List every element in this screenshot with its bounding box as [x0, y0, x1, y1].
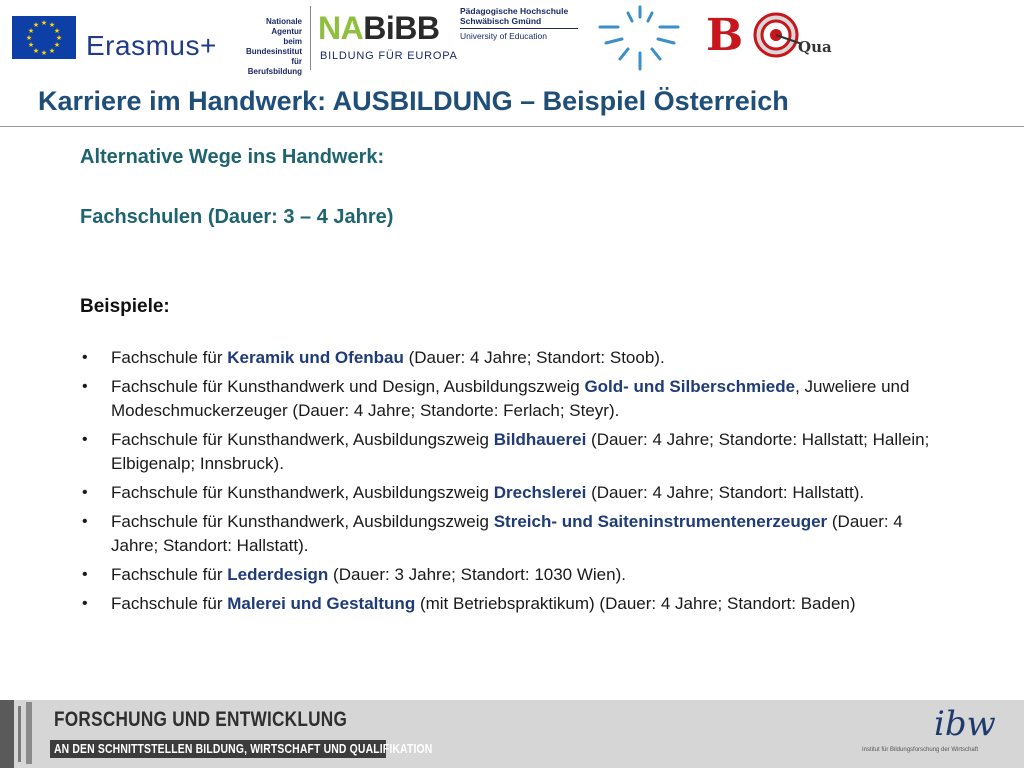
- slide-title: Karriere im Handwerk: AUSBILDUNG – Beispiel Österreich: [38, 86, 789, 116]
- item-text: (Dauer: 4 Jahre; Standort: Hallstatt).: [111, 512, 903, 555]
- svg-text:★: ★: [53, 28, 61, 35]
- item-text: (mit Betriebspraktikum) (Dauer: 4 Jahre; Standort: Baden): [415, 594, 856, 613]
- item-highlight: Drechslerei: [493, 483, 587, 502]
- examples-label: Beispiele:: [80, 296, 170, 317]
- list-item: [80, 375, 930, 423]
- ph-line-1: Pädagogische Hochschule: [460, 6, 569, 16]
- svg-text:★: ★: [27, 28, 35, 35]
- footer-decoration: [0, 700, 14, 768]
- svg-text:★: ★: [48, 48, 56, 55]
- nabibb-logo-bibb: BiBB: [363, 10, 440, 46]
- na-line-1: Nationale Agentur: [265, 17, 302, 36]
- footer-heading: FORSCHUNG UND ENTWICKLUNG: [54, 708, 348, 731]
- ph-line-3: University of Education: [460, 31, 547, 41]
- subheading-fachschulen: Fachschulen (Dauer: 3 – 4 Jahre): [80, 206, 394, 228]
- ibw-logo: ibw: [934, 704, 996, 744]
- bullet-icon: •: [82, 595, 88, 612]
- bullet-icon: •: [82, 431, 88, 448]
- svg-text:★: ★: [55, 35, 63, 42]
- item-text: (Dauer: 4 Jahre; Standort: Stoob).: [403, 348, 665, 367]
- boqua-letter: B: [706, 10, 744, 61]
- item-text: Fachschule für Kunsthandwerk, Ausbildungszweig: [111, 483, 494, 502]
- eu-flag-icon: [12, 16, 76, 59]
- logo-divider: [310, 6, 311, 70]
- item-highlight: Gold- und Silberschmiede: [584, 377, 796, 396]
- item-text: (Dauer: 3 Jahre; Standort: 1030 Wien).: [328, 565, 626, 584]
- subheading-alternative-ways: Alternative Wege ins Handwerk:: [80, 146, 385, 168]
- item-text: Fachschule für Kunsthandwerk, Ausbildungszweig: [111, 512, 494, 531]
- item-text: Fachschule für: [111, 565, 228, 584]
- svg-text:★: ★: [40, 20, 48, 27]
- logo-bar: [0, 0, 1024, 80]
- svg-text:★: ★: [25, 35, 33, 42]
- svg-text:★: ★: [48, 22, 56, 29]
- ph-line-2: Schwäbisch Gmünd: [460, 16, 542, 26]
- national-agency-text: [240, 17, 302, 77]
- bullet-icon: •: [82, 349, 88, 366]
- footer-decoration: [26, 702, 32, 764]
- svg-text:★: ★: [27, 42, 35, 49]
- footer-subheading-bar: [50, 740, 433, 758]
- na-line-3: für Berufsbildung: [247, 57, 302, 76]
- ibw-subtitle: Institut für Bildungsforschung der Wirtschaft: [862, 747, 979, 753]
- list-item: [80, 563, 930, 587]
- nabibb-logo-na: NA: [318, 10, 364, 46]
- list-item: [80, 481, 930, 505]
- item-text: Fachschule für: [111, 348, 228, 367]
- title-divider: [0, 126, 1024, 127]
- list-item: [80, 346, 930, 370]
- item-highlight: Bildhauerei: [493, 430, 587, 449]
- item-text: Fachschule für Kunsthandwerk und Design, Ausbildungszweig: [111, 377, 585, 396]
- svg-text:★: ★: [40, 50, 48, 57]
- starburst-logo-icon: [598, 3, 682, 73]
- item-highlight: Streich- und Saiteninstrumentenerzeuger: [493, 512, 828, 531]
- ph-underline: [460, 28, 578, 29]
- boqua-suffix: Qua: [798, 38, 832, 56]
- nabibb-subtitle: BILDUNG FÜR EUROPA: [320, 50, 458, 62]
- bullet-icon: •: [82, 566, 88, 583]
- footer-banner: [0, 700, 1024, 768]
- examples-list: [80, 346, 930, 621]
- bullet-icon: •: [82, 484, 88, 501]
- svg-text:★: ★: [32, 22, 40, 29]
- list-item: [80, 510, 930, 558]
- erasmus-logo-text: Erasmus+: [86, 30, 217, 61]
- footer-decoration: [18, 706, 21, 762]
- list-item: [80, 428, 930, 476]
- item-text: (Dauer: 4 Jahre; Standort: Hallstatt).: [586, 483, 865, 502]
- eu-stars-icon: [12, 16, 76, 59]
- item-text: Fachschule für: [111, 594, 228, 613]
- item-text: , Juweliere und Modeschmuckerzeuger (Dauer: 4 Jahre; Standorte: Ferlach; Steyr).: [111, 377, 910, 420]
- footer-subheading: AN DEN SCHNITTSTELLEN BILDUNG, WIRTSCHAFT UND QUALIFIKATION: [54, 741, 433, 756]
- svg-text:★: ★: [32, 48, 40, 55]
- svg-text:★: ★: [53, 42, 61, 49]
- ph-logo-text: [460, 6, 568, 41]
- na-line-2: beim Bundesinstitut: [246, 37, 302, 56]
- item-highlight: Keramik und Ofenbau: [227, 348, 404, 367]
- item-text: (Dauer: 4 Jahre; Standorte: Hallstatt; Hallein; Elbigenalp; Innsbruck).: [111, 430, 930, 473]
- boqua-logo-icon: [706, 8, 846, 68]
- list-item: [80, 592, 930, 616]
- bullet-icon: •: [82, 513, 88, 530]
- nabibb-logo: [318, 10, 439, 47]
- item-highlight: Lederdesign: [227, 565, 329, 584]
- bullet-icon: •: [82, 378, 88, 395]
- item-highlight: Malerei und Gestaltung: [227, 594, 416, 613]
- item-text: Fachschule für Kunsthandwerk, Ausbildungszweig: [111, 430, 494, 449]
